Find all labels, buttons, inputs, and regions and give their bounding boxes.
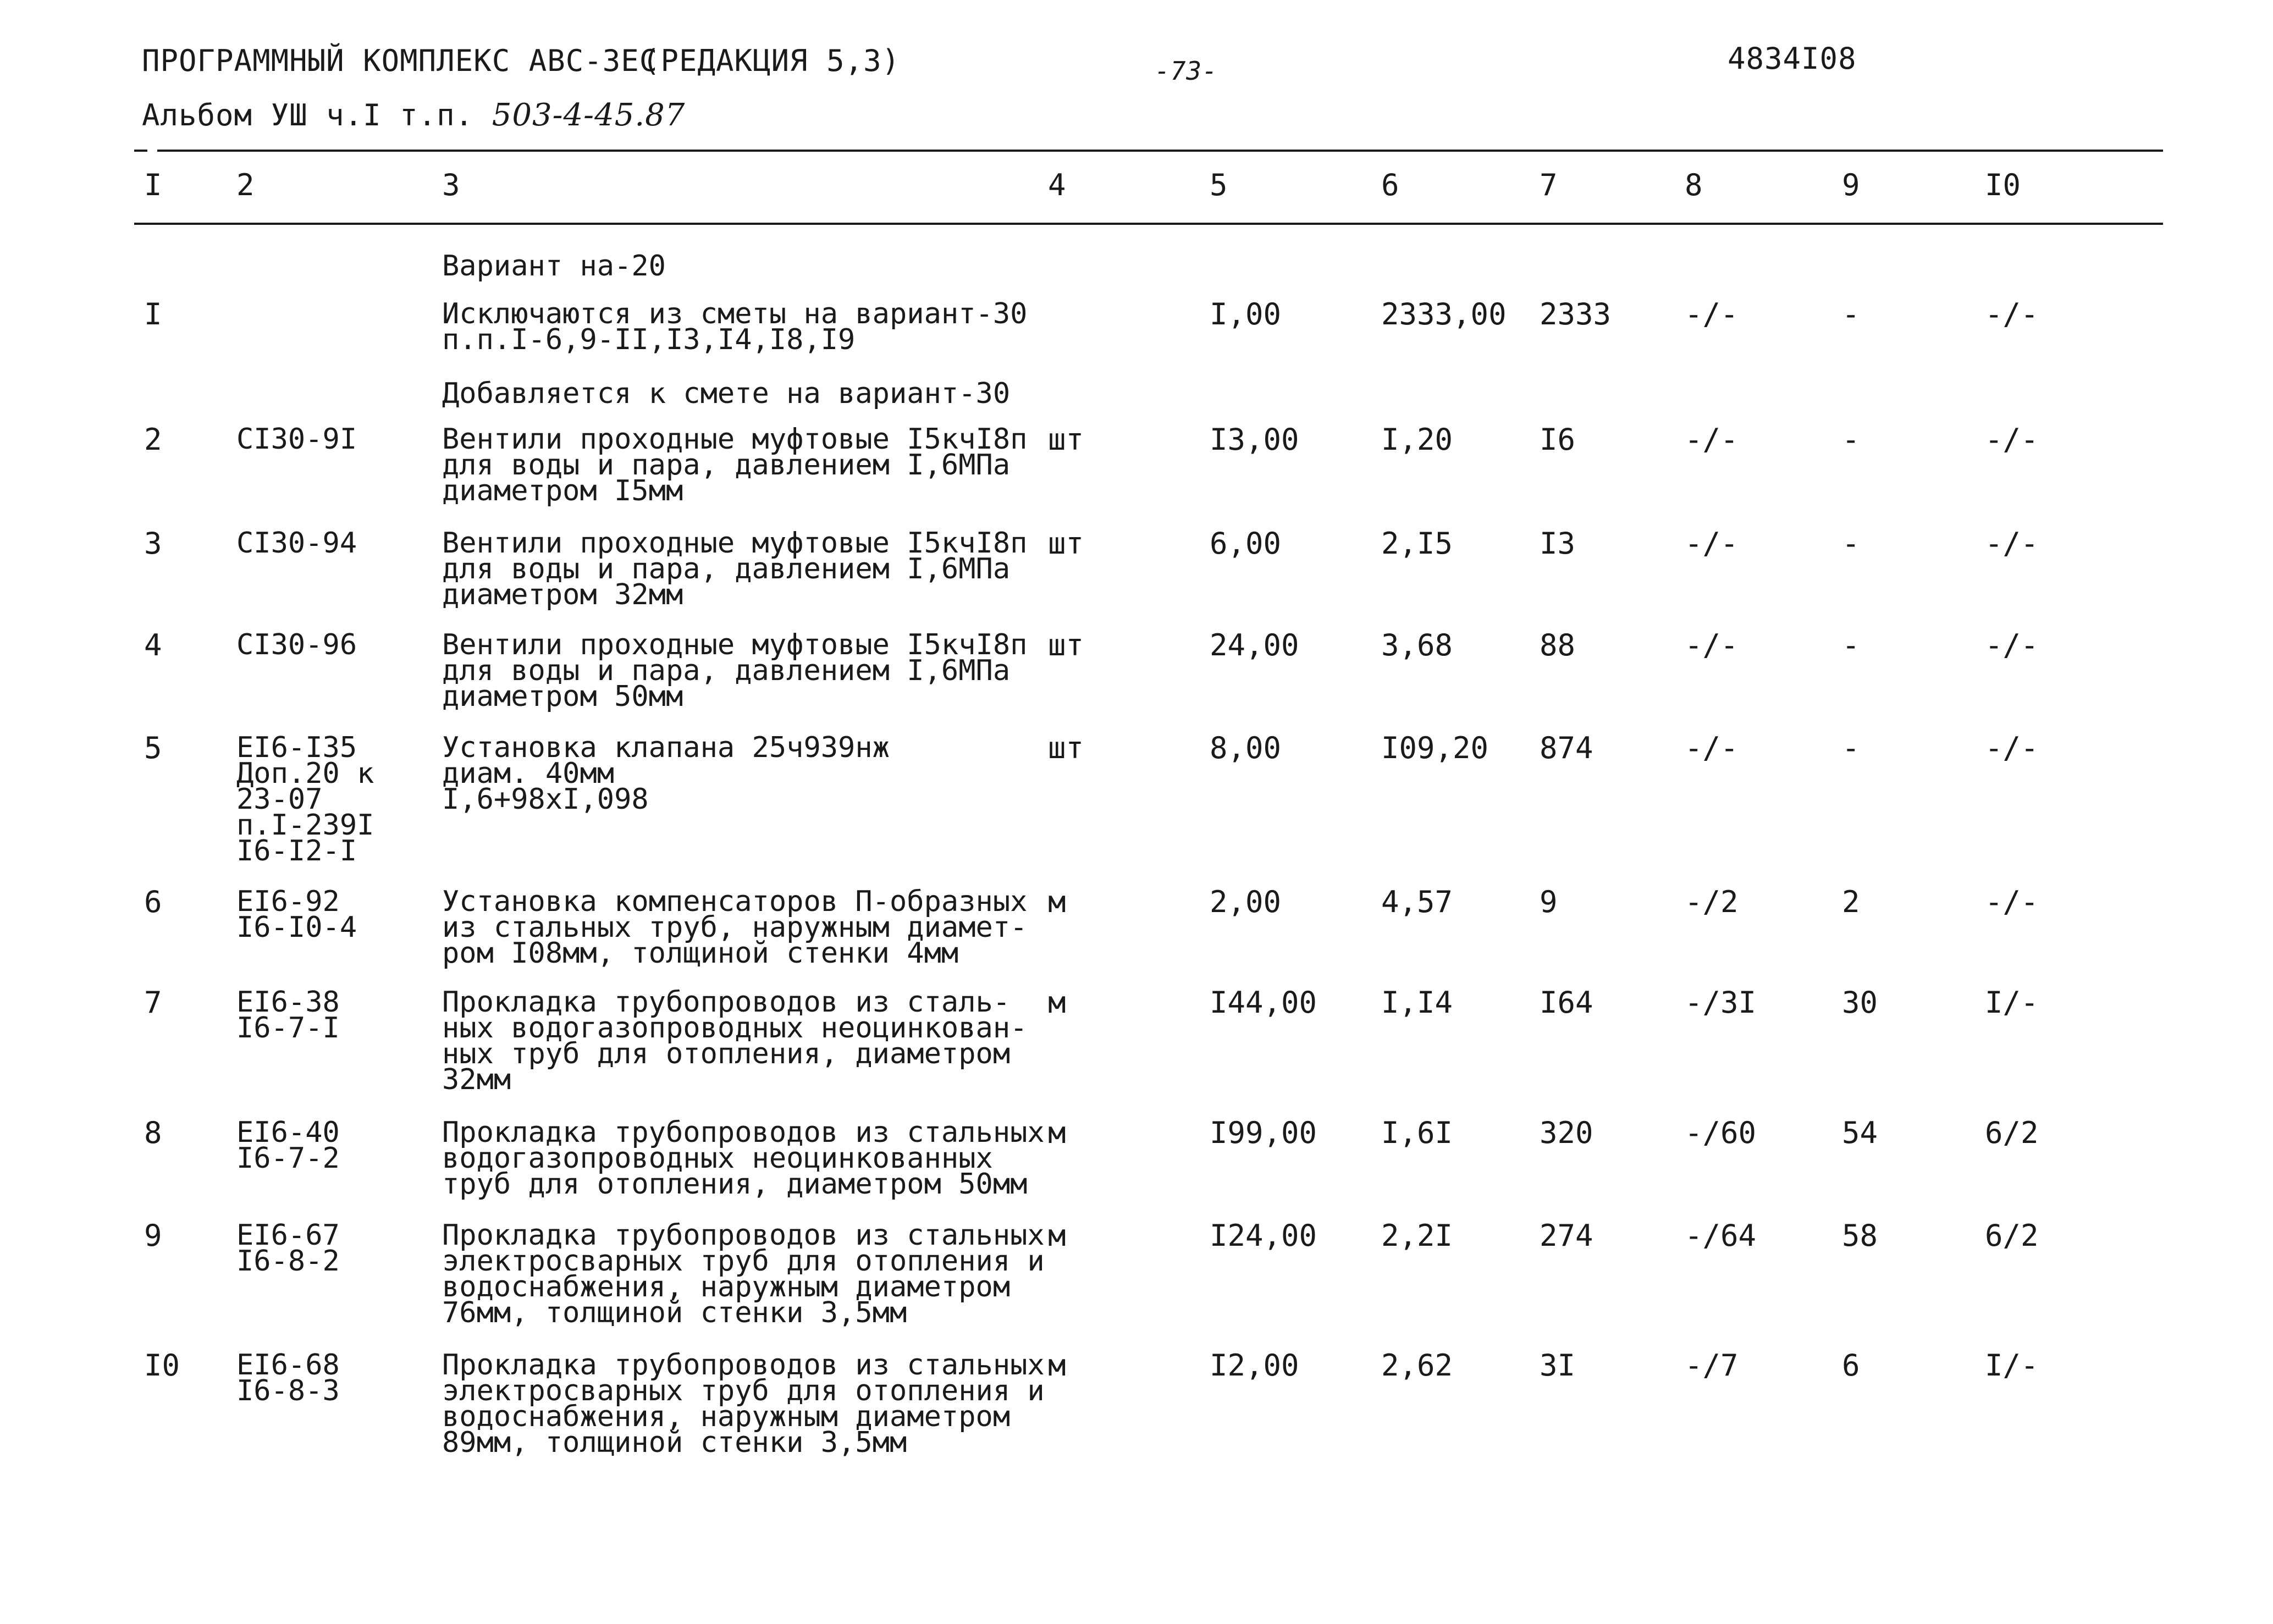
row-total: I6 xyxy=(1540,422,1576,457)
row-description-line: Вентили проходные муфтовые I5кчI8п xyxy=(442,423,1028,456)
row-code-line: CI30-9I xyxy=(236,423,357,456)
row-code-line: EI6-92 xyxy=(236,885,340,918)
row-code-line: EI6-40 xyxy=(236,1116,340,1149)
row-col9: - xyxy=(1842,628,1860,662)
row-col10: 6/2 xyxy=(1985,1115,2039,1150)
row-description xyxy=(442,423,1028,507)
row-code-line: 23-07 xyxy=(236,783,323,816)
row-unit-price: I,6I xyxy=(1381,1115,1453,1150)
row-col10: I/- xyxy=(1985,985,2039,1020)
row-col10: -/- xyxy=(1985,628,2039,662)
row-description xyxy=(442,731,890,816)
row-total: 88 xyxy=(1540,628,1576,662)
header-bottom-rule xyxy=(134,223,2163,225)
row-code-line: EI6-68 xyxy=(236,1349,340,1382)
row-col10: -/- xyxy=(1985,422,2039,457)
row-unit-price: I,20 xyxy=(1381,422,1453,457)
row-total: 320 xyxy=(1540,1115,1593,1150)
row-description xyxy=(442,1349,1045,1459)
column-header: 3 xyxy=(442,168,460,202)
row-description xyxy=(442,885,1028,970)
row-description-line: I,6+98хI,098 xyxy=(442,783,649,816)
row-description-line: водоснабжения, наружным диаметром xyxy=(442,1400,1011,1433)
row-description-line: Прокладка трубопроводов из стальных xyxy=(442,1116,1045,1149)
row-col8: -/3I xyxy=(1685,985,1757,1020)
row-unit-price: 2333,00 xyxy=(1381,297,1507,332)
row-description-line: ных водогазопроводных неоцинкован- xyxy=(442,1012,1028,1045)
album-reference xyxy=(142,97,686,133)
row-total: I3 xyxy=(1540,526,1576,561)
row-code-line: I6-8-2 xyxy=(236,1245,340,1278)
row-quantity: 6,00 xyxy=(1210,526,1282,561)
row-description xyxy=(442,527,1028,611)
row-description-line: для воды и пара, давлением I,6МПа xyxy=(442,449,1011,482)
row-number: 9 xyxy=(144,1218,162,1253)
row-total: 3I xyxy=(1540,1348,1576,1383)
column-header: I0 xyxy=(1985,168,2021,202)
column-header: 9 xyxy=(1842,168,1860,202)
row-unit: шт xyxy=(1048,422,1084,457)
row-description xyxy=(442,297,1028,356)
row-quantity: 2,00 xyxy=(1210,885,1282,919)
row-unit: шт xyxy=(1048,628,1084,662)
row-description-line: 76мм, толщиной стенки 3,5мм xyxy=(442,1296,907,1329)
row-total: 9 xyxy=(1540,885,1558,919)
row-description-line: 32мм xyxy=(442,1063,511,1096)
row-unit: м xyxy=(1048,1115,1066,1150)
row-unit: м xyxy=(1048,985,1066,1020)
row-description-line: диаметром I5мм xyxy=(442,474,683,507)
column-header: 5 xyxy=(1210,168,1228,202)
row-description xyxy=(442,986,1028,1096)
row-quantity: 8,00 xyxy=(1210,731,1282,765)
column-header-row xyxy=(0,170,2273,209)
row-quantity: I2,00 xyxy=(1210,1348,1299,1383)
column-header: 8 xyxy=(1685,168,1703,202)
edition-label: (РЕДАКЦИЯ 5,3) xyxy=(642,43,901,78)
row-number: 8 xyxy=(144,1115,162,1150)
row-description-line: ных труб для отопления, диаметром xyxy=(442,1037,1011,1070)
row-description-line: для воды и пара, давлением I,6МПа xyxy=(442,553,1011,585)
row-code xyxy=(236,885,357,944)
row-description-line: водогазопроводных неоцинкованных xyxy=(442,1142,993,1175)
row-col10: -/- xyxy=(1985,731,2039,765)
row-code-line: EI6-38 xyxy=(236,986,340,1019)
row-description-line: электросварных труб для отопления и xyxy=(442,1374,1045,1407)
row-col8: -/2 xyxy=(1685,885,1739,919)
row-description-line: из стальных труб, наружным диамет- xyxy=(442,911,1028,944)
row-code-line: CI30-94 xyxy=(236,527,357,560)
row-col9: - xyxy=(1842,731,1860,765)
row-description-line: Установка компенсаторов П-образных xyxy=(442,885,1028,918)
row-description-line: Прокладка трубопроводов из стальных xyxy=(442,1219,1045,1252)
row-unit-price: 2,I5 xyxy=(1381,526,1453,561)
row-code xyxy=(236,1116,340,1175)
row-number: I0 xyxy=(144,1348,180,1383)
row-description-line: Установка клапана 25ч939нж xyxy=(442,731,890,764)
row-col9: - xyxy=(1842,422,1860,457)
row-quantity: 24,00 xyxy=(1210,628,1299,662)
row-col8: -/- xyxy=(1685,731,1739,765)
row-unit-price: I09,20 xyxy=(1381,731,1489,765)
row-unit-price: 3,68 xyxy=(1381,628,1453,662)
row-col9: 30 xyxy=(1842,985,1878,1020)
column-header: 7 xyxy=(1540,168,1558,202)
row-description-line: диаметром 50мм xyxy=(442,680,683,713)
row-number: 6 xyxy=(144,885,162,919)
row-quantity: I44,00 xyxy=(1210,985,1317,1020)
row-unit-price: I,I4 xyxy=(1381,985,1453,1020)
column-header: 6 xyxy=(1381,168,1399,202)
row-description-line: Вентили проходные муфтовые I5кчI8п xyxy=(442,527,1028,560)
column-header: 2 xyxy=(236,168,255,202)
row-number: I xyxy=(144,297,162,332)
row-description-line: диаметром 32мм xyxy=(442,578,683,611)
row-code xyxy=(236,527,357,560)
column-header: 4 xyxy=(1048,168,1066,202)
row-description-line: Вентили проходные муфтовые I5кчI8п xyxy=(442,628,1028,661)
row-col8: -/- xyxy=(1685,628,1739,662)
row-code-line: I6-7-I xyxy=(236,1012,340,1045)
row-total: 874 xyxy=(1540,731,1593,765)
album-handwritten-number: 503-4-45.87 xyxy=(492,97,686,133)
row-col8: -/64 xyxy=(1685,1218,1757,1253)
row-col10: I/- xyxy=(1985,1348,2039,1383)
row-col9: 2 xyxy=(1842,885,1860,919)
row-description-line: п.п.I-6,9-II,I3,I4,I8,I9 xyxy=(442,323,856,356)
row-code xyxy=(236,628,357,661)
program-title: ПРОГРАММНЫЙ КОМПЛЕКС АВС-ЗЕС xyxy=(142,43,658,78)
row-number: 4 xyxy=(144,628,162,662)
section-variant-title: Вариант на-20 xyxy=(442,250,666,283)
row-description-line: труб для отопления, диаметром 50мм xyxy=(442,1168,1028,1201)
row-number: 7 xyxy=(144,985,162,1020)
row-unit-price: 4,57 xyxy=(1381,885,1453,919)
row-unit: шт xyxy=(1048,526,1084,561)
row-description-line: Прокладка трубопроводов из сталь- xyxy=(442,986,1011,1019)
row-unit-price: 2,2I xyxy=(1381,1218,1453,1253)
row-unit-price: 2,62 xyxy=(1381,1348,1453,1383)
row-unit: м xyxy=(1048,1218,1066,1253)
row-col9: 54 xyxy=(1842,1115,1878,1150)
rule-gap xyxy=(147,150,157,152)
row-unit: шт xyxy=(1048,731,1084,765)
row-col8: -/- xyxy=(1685,297,1739,332)
row-description-line: диам. 40мм xyxy=(442,757,615,790)
album-prefix: Альбом УШ ч.I т.п. xyxy=(142,98,474,132)
row-code-line: Доп.20 к xyxy=(236,757,374,790)
document-code: 4834I08 xyxy=(1728,41,1857,76)
row-col8: -/- xyxy=(1685,526,1739,561)
row-description-line: для воды и пара, давлением I,6МПа xyxy=(442,654,1011,687)
row-code-line: п.I-239I xyxy=(236,809,374,842)
row-total: I64 xyxy=(1540,985,1593,1020)
row-quantity: I3,00 xyxy=(1210,422,1299,457)
row-description-line: электросварных труб для отопления и xyxy=(442,1245,1045,1278)
row-number: 5 xyxy=(144,731,162,765)
row-description-line: Прокладка трубопроводов из стальных xyxy=(442,1349,1045,1382)
row-col10: 6/2 xyxy=(1985,1218,2039,1253)
row-unit: м xyxy=(1048,1348,1066,1383)
row-description-line: Исключаются из сметы на вариант-30 xyxy=(442,297,1028,330)
row-col10: -/- xyxy=(1985,526,2039,561)
row-code-line: I6-7-2 xyxy=(236,1142,340,1175)
row-description xyxy=(442,1219,1045,1329)
row-description xyxy=(442,628,1028,713)
row-code-line: EI6-I35 xyxy=(236,731,357,764)
row-col10: -/- xyxy=(1985,297,2039,332)
row-number: 3 xyxy=(144,526,162,561)
row-code xyxy=(236,1349,340,1407)
column-header: I xyxy=(144,168,162,202)
row-description-line: ром I08мм, толщиной стенки 4мм xyxy=(442,937,959,970)
row-col9: - xyxy=(1842,297,1860,332)
row-code-line: I6-I2-I xyxy=(236,835,357,868)
row-col10: -/- xyxy=(1985,885,2039,919)
row-unit: м xyxy=(1048,885,1066,919)
row-code xyxy=(236,986,340,1045)
page-number: -73- xyxy=(1155,56,1218,86)
section-added-title: Добавляется к смете на вариант-30 xyxy=(442,377,1011,410)
row-code-line: I6-I0-4 xyxy=(236,911,357,944)
row-quantity: I24,00 xyxy=(1210,1218,1317,1253)
row-code xyxy=(236,1219,340,1278)
row-description xyxy=(442,1116,1045,1201)
row-col9: - xyxy=(1842,526,1860,561)
row-code-line: I6-8-3 xyxy=(236,1374,340,1407)
row-quantity: I99,00 xyxy=(1210,1115,1317,1150)
row-total: 274 xyxy=(1540,1218,1593,1253)
row-description-line: 89мм, толщиной стенки 3,5мм xyxy=(442,1426,907,1459)
row-col8: -/60 xyxy=(1685,1115,1757,1150)
row-code-line: EI6-67 xyxy=(236,1219,340,1252)
row-col8: -/- xyxy=(1685,422,1739,457)
row-quantity: I,00 xyxy=(1210,297,1282,332)
row-col9: 58 xyxy=(1842,1218,1878,1253)
row-code-line: CI30-96 xyxy=(236,628,357,661)
row-total: 2333 xyxy=(1540,297,1612,332)
row-number: 2 xyxy=(144,422,162,457)
top-rule xyxy=(134,150,2163,152)
row-col8: -/7 xyxy=(1685,1348,1739,1383)
row-description-line: водоснабжения, наружным диаметром xyxy=(442,1271,1011,1303)
row-code xyxy=(236,731,374,868)
row-col9: 6 xyxy=(1842,1348,1860,1383)
row-code xyxy=(236,423,357,456)
